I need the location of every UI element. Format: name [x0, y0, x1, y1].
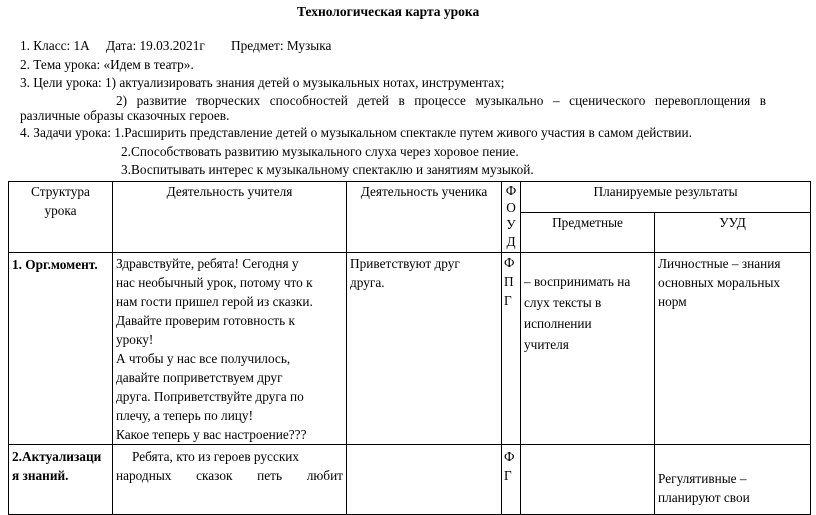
- table-row: [9, 253, 811, 445]
- row-subject-results: – воспринимать на слух тексты в исполнении учителя: [521, 253, 655, 445]
- table-row: [9, 445, 811, 515]
- page-title: Технологическая карта урока: [297, 4, 480, 19]
- header-teacher-activity: Деятельность учителя: [113, 182, 347, 253]
- lesson-plan-table: [8, 181, 811, 515]
- tasks-line-1: 4. Задачи урока: 1.Расширить представление детей о музыкальном спектакле путем живого участия в самом действии.: [20, 125, 692, 140]
- header-planned-results: Планируемые результаты: [521, 182, 811, 213]
- header-structure: Структура урока: [9, 182, 113, 253]
- row-fou: Ф П Г: [502, 253, 521, 445]
- row-uud: Личностные – знания основных моральных норм: [655, 253, 811, 445]
- row-student-activity: Приветствуют друг друга.: [347, 253, 502, 445]
- row-structure: 1. Орг.момент.: [9, 253, 113, 445]
- goals-line-3: различные образы сказочных героев.: [20, 108, 230, 123]
- row-student-activity: [347, 445, 502, 515]
- lesson-topic: 2. Тема урока: «Идем в театр».: [20, 57, 194, 72]
- row-subject-results: [521, 445, 655, 515]
- subject-field: Предмет: Музыка: [231, 38, 332, 53]
- row-structure: 2.Актуализаци я знаний.: [9, 445, 113, 515]
- row-teacher-activity: Ребята, кто из героев русских народных сказок петь любит: [113, 445, 347, 515]
- row-uud: Регулятивные – планируют свои: [655, 445, 811, 515]
- header-student-activity: Деятельность ученика: [347, 182, 502, 253]
- row-fou: Ф Г: [502, 445, 521, 515]
- goals-line-1: 3. Цели урока: 1) актуализировать знания детей о музыкальных нотах, инструментах;: [20, 75, 505, 90]
- header-uud: УУД: [655, 213, 811, 253]
- goals-line-2: 2) развитие творческих способностей детей в процессе музыкально – сценического перевоплощения в: [116, 93, 766, 108]
- class-field: 1. Класс: 1А: [20, 38, 90, 53]
- tasks-line-2: 2.Способствовать развитию музыкального слуха через хоровое пение.: [121, 144, 519, 159]
- header-subject-results: Предметные: [521, 213, 655, 253]
- row-teacher-activity: Здравствуйте, ребята! Сегодня у нас необычный урок, потому что к нам гости пришел герой из сказки. Давайте проверим готовность к уроку! А чтобы у нас все получилось, давайте поприветствуем друг друга. Поприветствуйте друга по плечу, а теперь по лицу! Какое теперь у вас настроение???: [113, 253, 347, 445]
- header-fou: Ф О У Д: [502, 182, 521, 253]
- date-field: Дата: 19.03.2021г: [106, 38, 205, 53]
- tasks-line-3: 3.Воспитывать интерес к музыкальному спектаклю и занятиям музыкой.: [121, 162, 534, 177]
